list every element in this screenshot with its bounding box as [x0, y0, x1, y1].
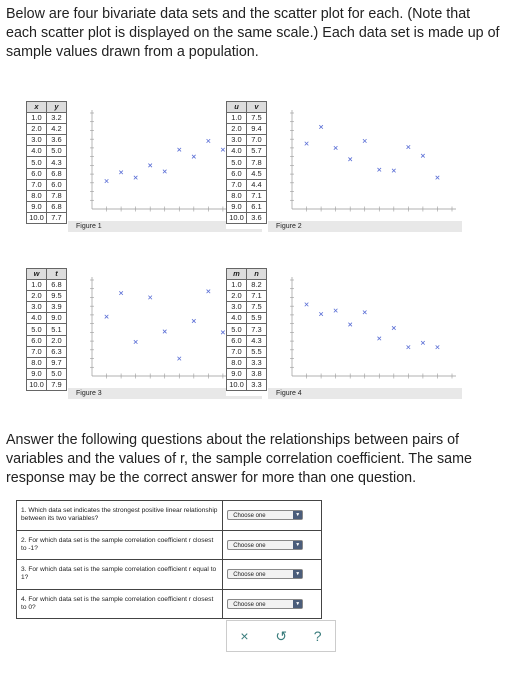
data-point — [207, 139, 211, 143]
cell: 3.0 — [227, 302, 247, 313]
cell: 10.0 — [227, 212, 247, 223]
data-point — [407, 145, 411, 149]
cell: 7.0 — [227, 346, 247, 357]
header-y: y — [47, 102, 67, 113]
cell: 5.0 — [47, 368, 67, 379]
data-point — [148, 164, 152, 168]
question-prompt: 4. For which data set is the sample correlation coefficient r closest to 0? — [17, 589, 223, 619]
cell: 3.0 — [227, 135, 247, 146]
select-label: Choose one — [233, 601, 266, 608]
cell: 4.0 — [27, 313, 47, 324]
data-point — [163, 170, 167, 174]
dropdown-caret-icon: ▼ — [293, 570, 302, 578]
scatter-plot-2 — [268, 101, 462, 229]
cell: 4.2 — [47, 124, 67, 135]
data-point — [119, 171, 123, 175]
cell: 6.0 — [27, 168, 47, 179]
answer-cell — [223, 589, 322, 619]
data-point — [134, 340, 138, 344]
select-label: Choose one — [233, 542, 266, 549]
cell: 7.0 — [27, 179, 47, 190]
cell: 7.0 — [27, 346, 47, 357]
cell: 5.0 — [27, 157, 47, 168]
question-row — [17, 501, 322, 531]
answer-select-4[interactable] — [227, 599, 303, 609]
cell: 1.0 — [27, 113, 47, 124]
cell: 10.0 — [227, 379, 247, 390]
data-point — [192, 319, 196, 323]
data-point — [207, 290, 211, 294]
data-panel-4 — [226, 268, 462, 396]
dropdown-caret-icon: ▼ — [293, 541, 302, 549]
select-label: Choose one — [233, 572, 266, 579]
cell: 6.8 — [47, 168, 67, 179]
cell: 1.0 — [27, 280, 47, 291]
cell: 8.0 — [27, 357, 47, 368]
cell: 6.0 — [227, 168, 247, 179]
cell: 5.0 — [47, 146, 67, 157]
header-m: m — [227, 269, 247, 280]
cell: 6.0 — [27, 335, 47, 346]
figure-label: Figure 4 — [268, 388, 462, 399]
dropdown-caret-icon: ▼ — [293, 600, 302, 608]
cell: 7.8 — [47, 190, 67, 201]
cell: 1.0 — [227, 113, 247, 124]
cell: 4.0 — [227, 313, 247, 324]
data-point — [363, 139, 367, 143]
question-prompt: 3. For which data set is the sample correlation coefficient r equal to 1? — [17, 560, 223, 590]
answer-select-3[interactable] — [227, 569, 303, 579]
cell: 5.9 — [247, 313, 267, 324]
cell: 7.0 — [247, 135, 267, 146]
cell: 7.8 — [247, 157, 267, 168]
questions-table — [16, 500, 322, 619]
cell: 5.0 — [227, 324, 247, 335]
cell: 7.1 — [247, 291, 267, 302]
cell: 3.2 — [47, 113, 67, 124]
cell: 9.0 — [47, 313, 67, 324]
cell: 6.8 — [47, 201, 67, 212]
cell: 6.8 — [47, 280, 67, 291]
data-point — [348, 323, 352, 327]
cell: 4.3 — [47, 157, 67, 168]
cell: 2.0 — [27, 124, 47, 135]
header-n: n — [247, 269, 267, 280]
data-point — [148, 296, 152, 300]
question-prompt: 1. Which data set indicates the strongest positive linear relationship between its two variables? — [17, 501, 223, 531]
cell: 3.6 — [247, 212, 267, 223]
cell: 7.7 — [47, 212, 67, 223]
cell: 3.0 — [27, 135, 47, 146]
data-point — [377, 168, 381, 172]
header-v: v — [247, 102, 267, 113]
answer-cell — [223, 501, 322, 531]
cell: 4.4 — [247, 179, 267, 190]
cell: 3.0 — [27, 302, 47, 313]
header-x: x — [27, 102, 47, 113]
answer-select-1[interactable] — [227, 510, 303, 520]
cell: 3.3 — [247, 379, 267, 390]
data-point — [334, 309, 338, 313]
data-point — [348, 157, 352, 161]
data-point — [363, 310, 367, 314]
cell: 9.4 — [247, 124, 267, 135]
cell: 9.7 — [47, 357, 67, 368]
clear-button[interactable]: × — [240, 628, 249, 644]
data-point — [392, 326, 396, 330]
data-point — [407, 345, 411, 349]
header-w: w — [27, 269, 47, 280]
cell: 4.3 — [247, 335, 267, 346]
answer-cell — [223, 530, 322, 560]
scatter-plot-4 — [268, 268, 462, 396]
cell: 7.5 — [247, 113, 267, 124]
cell: 2.0 — [47, 335, 67, 346]
question-row — [17, 589, 322, 619]
cell: 9.0 — [27, 201, 47, 212]
data-point — [105, 179, 109, 183]
cell: 7.9 — [47, 379, 67, 390]
cell: 6.0 — [227, 335, 247, 346]
select-label: Choose one — [233, 513, 266, 520]
data-point — [221, 331, 225, 335]
figure-label: Figure 1 — [68, 221, 262, 232]
answer-select-2[interactable] — [227, 540, 303, 550]
cell: 5.5 — [247, 346, 267, 357]
data-table-1 — [26, 101, 67, 224]
cell: 1.0 — [227, 280, 247, 291]
cell: 2.0 — [27, 291, 47, 302]
header-u: u — [227, 102, 247, 113]
cell: 8.2 — [247, 280, 267, 291]
cell: 4.0 — [227, 146, 247, 157]
data-point — [119, 291, 123, 295]
question-prompt: 2. For which data set is the sample correlation coefficient r closest to -1? — [17, 530, 223, 560]
data-point — [421, 341, 425, 345]
cell: 2.0 — [227, 124, 247, 135]
cell: 7.0 — [227, 179, 247, 190]
scatter-svg — [280, 105, 462, 217]
data-point — [436, 345, 440, 349]
data-point — [436, 176, 440, 180]
cell: 9.0 — [227, 201, 247, 212]
dropdown-caret-icon: ▼ — [293, 511, 302, 519]
cell: 8.0 — [227, 190, 247, 201]
data-point — [319, 312, 323, 316]
answer-cell — [223, 560, 322, 590]
cell: 6.1 — [247, 201, 267, 212]
cell: 6.0 — [47, 179, 67, 190]
data-table-3 — [26, 268, 67, 391]
data-table-2 — [226, 101, 267, 224]
cell: 6.3 — [47, 346, 67, 357]
cell: 4.0 — [27, 146, 47, 157]
cell: 5.1 — [47, 324, 67, 335]
data-point — [221, 148, 225, 152]
data-point — [305, 142, 309, 146]
data-point — [163, 330, 167, 334]
cell: 3.8 — [247, 368, 267, 379]
cell: 4.5 — [247, 168, 267, 179]
cell: 3.9 — [47, 302, 67, 313]
data-point — [192, 155, 196, 159]
cell: 5.7 — [247, 146, 267, 157]
data-point — [134, 176, 138, 180]
figure-label: Figure 2 — [268, 221, 462, 232]
help-button[interactable]: ? — [313, 628, 322, 644]
header-t: t — [47, 269, 67, 280]
data-point — [305, 303, 309, 307]
cell: 10.0 — [27, 212, 47, 223]
figure-label: Figure 3 — [68, 388, 262, 399]
cell: 2.0 — [227, 291, 247, 302]
cell: 3.3 — [247, 357, 267, 368]
cell: 3.6 — [47, 135, 67, 146]
cell: 10.0 — [27, 379, 47, 390]
instructions-text: Answer the following questions about the relationships between pairs of variables and the values of r, the sample correlation coefficient. The same response may be the correct answer for more than one question. — [6, 432, 472, 486]
cell: 8.0 — [27, 190, 47, 201]
data-panel-2 — [226, 101, 462, 229]
cell: 5.0 — [227, 157, 247, 168]
cell: 8.0 — [227, 357, 247, 368]
data-point — [334, 146, 338, 150]
cell: 7.3 — [247, 324, 267, 335]
undo-button[interactable]: ↺ — [275, 627, 288, 644]
data-point — [105, 315, 109, 319]
scatter-svg — [280, 272, 462, 384]
intro-text: Below are four bivariate data sets and the scatter plot for each. (Note that each scatter plot is displayed on the same scale.) Each data set is made up of sample values drawn from a population. — [6, 6, 500, 60]
cell: 9.5 — [47, 291, 67, 302]
cell: 5.0 — [27, 324, 47, 335]
action-bar — [226, 620, 336, 652]
question-row — [17, 560, 322, 590]
data-point — [392, 169, 396, 173]
data-point — [377, 337, 381, 341]
data-point — [177, 148, 181, 152]
cell: 9.0 — [27, 368, 47, 379]
data-point — [421, 154, 425, 158]
cell: 7.5 — [247, 302, 267, 313]
data-table-4 — [226, 268, 267, 391]
cell: 9.0 — [227, 368, 247, 379]
cell: 7.1 — [247, 190, 267, 201]
question-row — [17, 530, 322, 560]
data-point — [319, 125, 323, 129]
data-point — [177, 357, 181, 361]
